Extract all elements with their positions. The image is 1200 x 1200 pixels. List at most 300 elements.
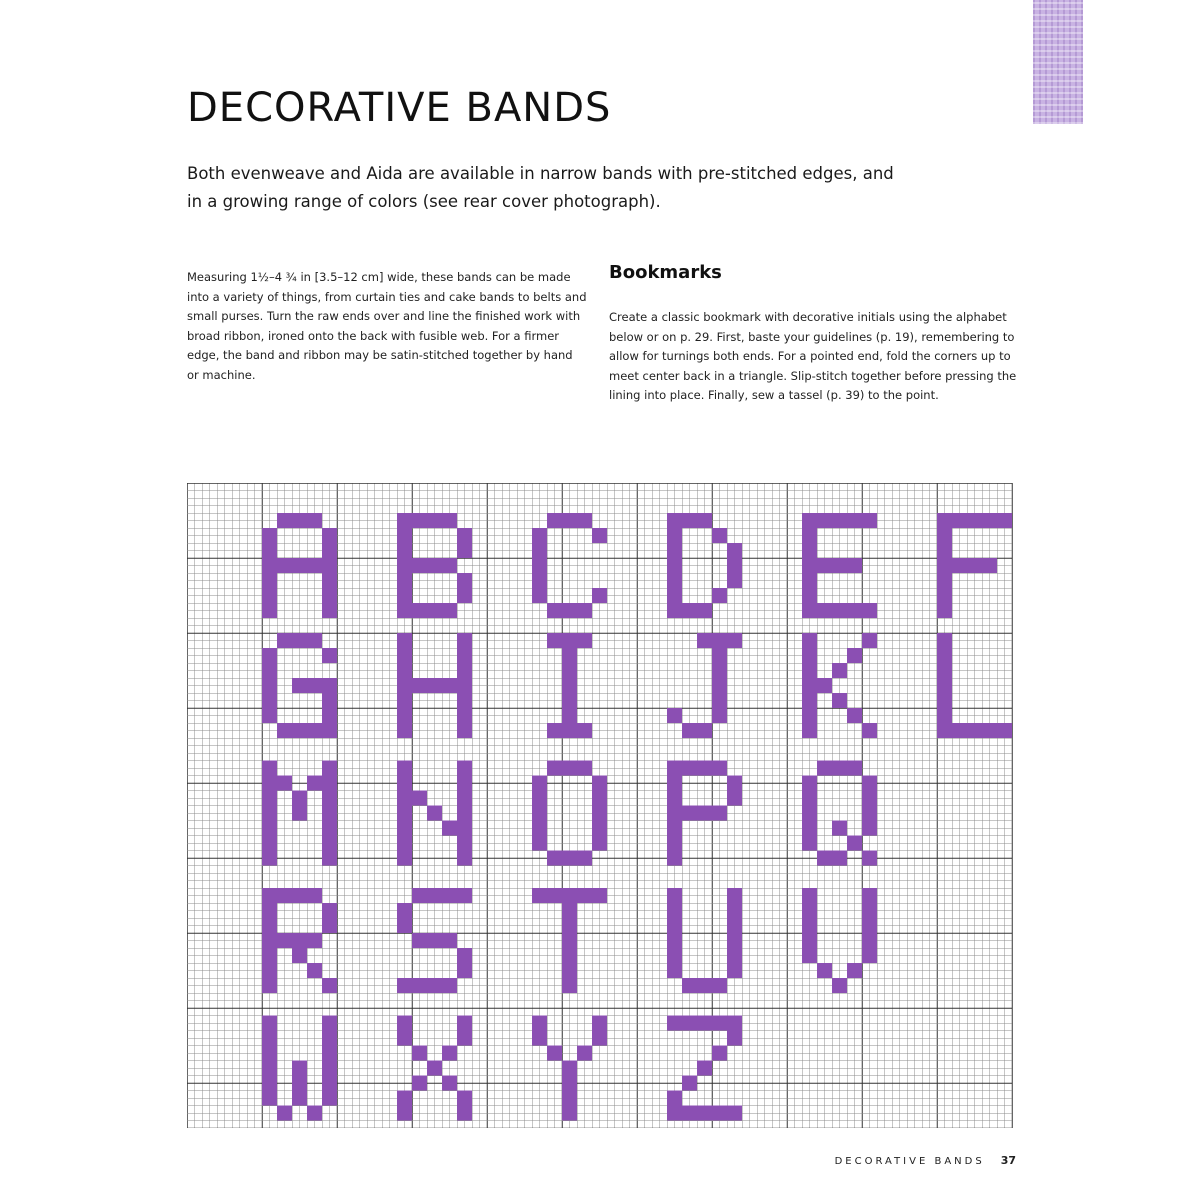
stitch-cell: [547, 603, 562, 618]
stitch-cell: [592, 528, 607, 543]
stitch-cell: [727, 1031, 742, 1046]
stitch-cell: [862, 948, 877, 963]
stitch-cell: [397, 558, 412, 573]
stitch-cell: [697, 633, 712, 648]
page-number: 37: [1000, 1154, 1016, 1167]
stitch-cell: [937, 678, 952, 693]
stitch-cell: [547, 851, 562, 866]
stitch-cell: [322, 1016, 337, 1031]
stitch-cell: [457, 1106, 472, 1121]
stitch-cell: [862, 903, 877, 918]
stitch-cell: [592, 791, 607, 806]
stitch-cell: [727, 633, 742, 648]
section-heading-bookmarks: Bookmarks: [609, 262, 722, 283]
stitch-cell: [802, 588, 817, 603]
stitch-cell: [457, 528, 472, 543]
stitch-cell: [592, 1031, 607, 1046]
stitch-cell: [832, 851, 847, 866]
stitch-cell: [292, 791, 307, 806]
stitch-cell: [262, 1046, 277, 1061]
stitch-cell: [412, 978, 427, 993]
stitch-cell: [532, 573, 547, 588]
stitch-cell: [562, 603, 577, 618]
stitch-cell: [937, 558, 952, 573]
stitch-cell: [577, 723, 592, 738]
stitch-cell: [592, 836, 607, 851]
stitch-cell: [592, 888, 607, 903]
stitch-cell: [397, 513, 412, 528]
stitch-cell: [817, 603, 832, 618]
stitch-cell: [262, 821, 277, 836]
stitch-cell: [262, 761, 277, 776]
stitch-cell: [832, 761, 847, 776]
stitch-cell: [937, 633, 952, 648]
stitch-cell: [562, 648, 577, 663]
stitch-cell: [997, 513, 1012, 528]
stitch-cell: [682, 978, 697, 993]
stitch-cell: [412, 1046, 427, 1061]
stitch-cell: [322, 776, 337, 791]
stitch-cell: [592, 776, 607, 791]
stitch-cell: [697, 1106, 712, 1121]
stitch-cell: [322, 791, 337, 806]
stitch-cell: [262, 1076, 277, 1091]
stitch-cell: [697, 761, 712, 776]
stitch-cell: [457, 1016, 472, 1031]
stitch-cell: [457, 963, 472, 978]
stitch-cell: [412, 603, 427, 618]
stitch-cell: [457, 573, 472, 588]
stitch-cell: [967, 558, 982, 573]
stitch-cell: [712, 633, 727, 648]
stitch-cell: [262, 708, 277, 723]
stitch-cell: [667, 933, 682, 948]
stitch-cell: [442, 821, 457, 836]
stitch-cell: [457, 633, 472, 648]
stitch-cell: [307, 633, 322, 648]
stitch-cell: [577, 851, 592, 866]
stitch-cell: [697, 513, 712, 528]
stitch-cell: [292, 806, 307, 821]
stitch-cell: [937, 708, 952, 723]
stitch-cell: [457, 588, 472, 603]
stitch-cell: [292, 1091, 307, 1106]
stitch-cell: [937, 603, 952, 618]
stitch-cell: [562, 918, 577, 933]
stitch-cell: [262, 558, 277, 573]
stitch-cell: [802, 888, 817, 903]
stitch-cell: [562, 963, 577, 978]
stitch-cell: [397, 528, 412, 543]
stitch-cell: [532, 558, 547, 573]
stitch-cell: [937, 693, 952, 708]
stitch-cell: [667, 963, 682, 978]
page-footer: [835, 1154, 1016, 1167]
stitch-cell: [562, 708, 577, 723]
stitch-cell: [832, 978, 847, 993]
stitch-cell: [937, 513, 952, 528]
stitch-cell: [712, 528, 727, 543]
stitch-cell: [832, 821, 847, 836]
stitch-cell: [397, 573, 412, 588]
stitch-cell: [532, 888, 547, 903]
stitch-cell: [322, 978, 337, 993]
stitch-cell: [262, 588, 277, 603]
stitch-cell: [667, 776, 682, 791]
stitch-cell: [427, 1061, 442, 1076]
stitch-cell: [397, 851, 412, 866]
stitch-cell: [277, 723, 292, 738]
stitch-cell: [802, 776, 817, 791]
stitch-cell: [667, 948, 682, 963]
stitch-cell: [457, 791, 472, 806]
stitch-cell: [862, 933, 877, 948]
stitch-cell: [262, 806, 277, 821]
stitch-cell: [562, 663, 577, 678]
stitch-cell: [397, 693, 412, 708]
stitch-cell: [862, 888, 877, 903]
stitch-cell: [802, 708, 817, 723]
stitch-cell: [832, 603, 847, 618]
stitch-cell: [427, 978, 442, 993]
stitch-cell: [457, 1031, 472, 1046]
stitch-cell: [862, 723, 877, 738]
stitch-cell: [682, 723, 697, 738]
stitch-cell: [727, 573, 742, 588]
stitch-cell: [862, 918, 877, 933]
stitch-cell: [667, 903, 682, 918]
stitch-cell: [277, 513, 292, 528]
stitch-cell: [802, 693, 817, 708]
stitch-cell: [322, 588, 337, 603]
stitch-cell: [442, 978, 457, 993]
stitch-cell: [277, 776, 292, 791]
stitch-cell: [322, 806, 337, 821]
stitch-cell: [667, 1016, 682, 1031]
stitch-cell: [307, 888, 322, 903]
stitch-cell: [862, 776, 877, 791]
stitch-cell: [322, 648, 337, 663]
stitch-cell: [667, 528, 682, 543]
stitch-cell: [562, 1106, 577, 1121]
stitch-cell: [397, 543, 412, 558]
stitch-cell: [862, 513, 877, 528]
stitch-cell: [457, 543, 472, 558]
stitch-cell: [712, 648, 727, 663]
stitch-cell: [322, 1046, 337, 1061]
stitch-cell: [292, 723, 307, 738]
stitch-cell: [667, 543, 682, 558]
stitch-cell: [322, 723, 337, 738]
stitch-cell: [667, 888, 682, 903]
stitch-cell: [682, 603, 697, 618]
stitch-cell: [292, 513, 307, 528]
stitch-cell: [562, 1061, 577, 1076]
stitch-cell: [397, 806, 412, 821]
stitch-cell: [397, 633, 412, 648]
page-title: DECORATIVE BANDS: [187, 85, 612, 131]
stitch-cell: [412, 933, 427, 948]
stitch-cell: [397, 903, 412, 918]
stitch-cell: [427, 888, 442, 903]
stitch-cell: [532, 588, 547, 603]
stitch-cell: [307, 776, 322, 791]
stitch-cell: [532, 543, 547, 558]
stitch-cell: [397, 1106, 412, 1121]
stitch-cell: [562, 633, 577, 648]
stitch-cell: [592, 1016, 607, 1031]
stitch-cell: [847, 513, 862, 528]
stitch-cell: [847, 603, 862, 618]
stitch-cell: [847, 708, 862, 723]
stitch-cell: [697, 723, 712, 738]
stitch-cell: [712, 678, 727, 693]
stitch-cell: [682, 1076, 697, 1091]
stitch-cell: [262, 903, 277, 918]
stitch-cell: [862, 603, 877, 618]
stitch-cell: [817, 761, 832, 776]
stitch-cell: [727, 1016, 742, 1031]
stitch-cell: [412, 888, 427, 903]
stitch-cell: [427, 933, 442, 948]
stitch-cell: [307, 933, 322, 948]
stitch-cell: [712, 1046, 727, 1061]
stitch-cell: [562, 888, 577, 903]
stitch-cell: [802, 948, 817, 963]
stitch-cell: [847, 963, 862, 978]
stitch-cell: [802, 821, 817, 836]
stitch-cell: [322, 1061, 337, 1076]
stitch-cell: [682, 1016, 697, 1031]
stitch-cell: [697, 603, 712, 618]
stitch-cell: [562, 948, 577, 963]
stitch-cell: [457, 806, 472, 821]
stitch-cell: [997, 723, 1012, 738]
stitch-cell: [802, 903, 817, 918]
stitch-cell: [322, 528, 337, 543]
stitch-cell: [667, 588, 682, 603]
stitch-cell: [712, 978, 727, 993]
stitch-cell: [532, 528, 547, 543]
stitch-cell: [397, 761, 412, 776]
stitch-cell: [667, 851, 682, 866]
stitch-cell: [292, 633, 307, 648]
stitch-cell: [937, 648, 952, 663]
stitch-cell: [937, 723, 952, 738]
stitch-cell: [667, 1106, 682, 1121]
stitch-cell: [412, 558, 427, 573]
stitch-cell: [457, 708, 472, 723]
stitch-cell: [562, 1076, 577, 1091]
stitch-cell: [562, 1091, 577, 1106]
stitch-cell: [727, 888, 742, 903]
stitch-cell: [277, 1106, 292, 1121]
stitch-cell: [532, 1031, 547, 1046]
stitch-cell: [937, 528, 952, 543]
stitch-cell: [262, 963, 277, 978]
stitch-cell: [562, 978, 577, 993]
stitch-cell: [322, 693, 337, 708]
stitch-cell: [397, 723, 412, 738]
stitch-cell: [442, 888, 457, 903]
stitch-cell: [397, 663, 412, 678]
stitch-cell: [292, 948, 307, 963]
stitch-cell: [262, 1031, 277, 1046]
stitch-cell: [727, 948, 742, 963]
stitch-cell: [937, 573, 952, 588]
stitch-cell: [697, 1016, 712, 1031]
stitch-cell: [802, 918, 817, 933]
stitch-cell: [322, 1091, 337, 1106]
stitch-cell: [862, 806, 877, 821]
stitch-cell: [457, 678, 472, 693]
stitch-cell: [322, 708, 337, 723]
stitch-cell: [562, 513, 577, 528]
stitch-cell: [427, 678, 442, 693]
stitch-cell: [262, 1016, 277, 1031]
stitch-cell: [937, 588, 952, 603]
stitch-cell: [442, 678, 457, 693]
stitch-cell: [262, 933, 277, 948]
stitch-cell: [802, 933, 817, 948]
stitch-cell: [967, 723, 982, 738]
stitch-cell: [322, 543, 337, 558]
stitch-cell: [727, 1106, 742, 1121]
stitch-cell: [262, 693, 277, 708]
stitch-cell: [532, 806, 547, 821]
stitch-cell: [412, 1076, 427, 1091]
stitch-cell: [832, 558, 847, 573]
stitch-cell: [682, 761, 697, 776]
stitch-cell: [262, 543, 277, 558]
stitch-cell: [322, 573, 337, 588]
stitch-cell: [427, 806, 442, 821]
stitch-cell: [802, 791, 817, 806]
stitch-cell: [667, 806, 682, 821]
stitch-cell: [532, 776, 547, 791]
stitch-cell: [802, 573, 817, 588]
stitch-cell: [322, 851, 337, 866]
stitch-cell: [592, 821, 607, 836]
stitch-cell: [262, 678, 277, 693]
stitch-cell: [427, 513, 442, 528]
stitch-cell: [802, 603, 817, 618]
stitch-cell: [847, 648, 862, 663]
stitch-cell: [592, 588, 607, 603]
stitch-cell: [322, 903, 337, 918]
stitch-cell: [457, 648, 472, 663]
stitch-cell: [727, 903, 742, 918]
stitch-cell: [802, 663, 817, 678]
stitch-cell: [577, 513, 592, 528]
stitch-cell: [277, 933, 292, 948]
stitch-cell: [307, 1106, 322, 1121]
stitch-cell: [832, 663, 847, 678]
body-paragraph-left: Measuring 1½–4 ¾ in [3.5–12 cm] wide, these bands can be made into a variety of things, from curtain ties and cake bands to belts and small purses. Turn the raw ends over and line the finished work with broad ribbon, ironed onto the back with fusible web. For a firmer edge, the band and ribbon may be satin-stitched together by hand or machine.: [187, 270, 587, 382]
stitch-cell: [262, 836, 277, 851]
stitch-cell: [277, 888, 292, 903]
stitch-cell: [562, 693, 577, 708]
stitch-cell: [562, 761, 577, 776]
stitch-cell: [397, 1031, 412, 1046]
stitch-cell: [547, 723, 562, 738]
stitch-cell: [697, 806, 712, 821]
stitch-cell: [967, 513, 982, 528]
stitch-cell: [262, 776, 277, 791]
footer-running-head: DECORATIVE BANDS: [834, 1156, 985, 1167]
stitch-cell: [832, 693, 847, 708]
stitch-cell: [397, 978, 412, 993]
stitch-cell: [457, 723, 472, 738]
stitch-cell: [532, 821, 547, 836]
stitch-cell: [322, 603, 337, 618]
stitch-cell: [847, 761, 862, 776]
stitch-cell: [577, 761, 592, 776]
stitch-cell: [532, 791, 547, 806]
stitch-cell: [847, 836, 862, 851]
stitch-cell: [307, 513, 322, 528]
stitch-cell: [262, 648, 277, 663]
intro-paragraph: Both evenweave and Aida are available in narrow bands with pre-stitched edges, and in a growing range of colors (see rear cover photograph).: [187, 164, 894, 211]
stitch-cell: [802, 723, 817, 738]
stitch-cell: [817, 678, 832, 693]
stitch-cell: [952, 723, 967, 738]
stitch-cell: [577, 1046, 592, 1061]
stitch-cell: [322, 918, 337, 933]
stitch-cell: [397, 918, 412, 933]
stitch-cell: [412, 513, 427, 528]
stitch-cell: [457, 888, 472, 903]
stitch-cell: [397, 1016, 412, 1031]
stitch-cell: [697, 978, 712, 993]
stitch-cell: [667, 836, 682, 851]
stitch-cell: [817, 513, 832, 528]
stitch-cell: [727, 963, 742, 978]
stitch-cell: [397, 678, 412, 693]
stitch-cell: [442, 933, 457, 948]
stitch-cell: [667, 791, 682, 806]
stitch-cell: [562, 933, 577, 948]
stitch-cell: [667, 558, 682, 573]
stitch-cell: [712, 806, 727, 821]
stitch-cell: [562, 723, 577, 738]
stitch-cell: [457, 836, 472, 851]
stitch-cell: [277, 633, 292, 648]
stitch-cell: [982, 513, 997, 528]
stitch-cell: [412, 791, 427, 806]
stitch-cell: [262, 573, 277, 588]
stitch-cell: [682, 1106, 697, 1121]
stitch-cell: [442, 558, 457, 573]
stitch-cell: [547, 888, 562, 903]
stitch-cell: [802, 558, 817, 573]
stitch-cell: [547, 633, 562, 648]
stitch-cell: [832, 513, 847, 528]
stitch-cell: [862, 791, 877, 806]
stitch-cell: [442, 1076, 457, 1091]
stitch-cell: [937, 543, 952, 558]
stitch-cell: [262, 948, 277, 963]
stitch-cell: [667, 513, 682, 528]
stitch-cell: [547, 1046, 562, 1061]
stitch-cell: [712, 708, 727, 723]
stitch-cell: [457, 663, 472, 678]
stitch-cell: [262, 978, 277, 993]
stitch-cell: [307, 558, 322, 573]
stitch-cell: [802, 543, 817, 558]
stitch-cell: [982, 723, 997, 738]
stitch-cell: [292, 678, 307, 693]
